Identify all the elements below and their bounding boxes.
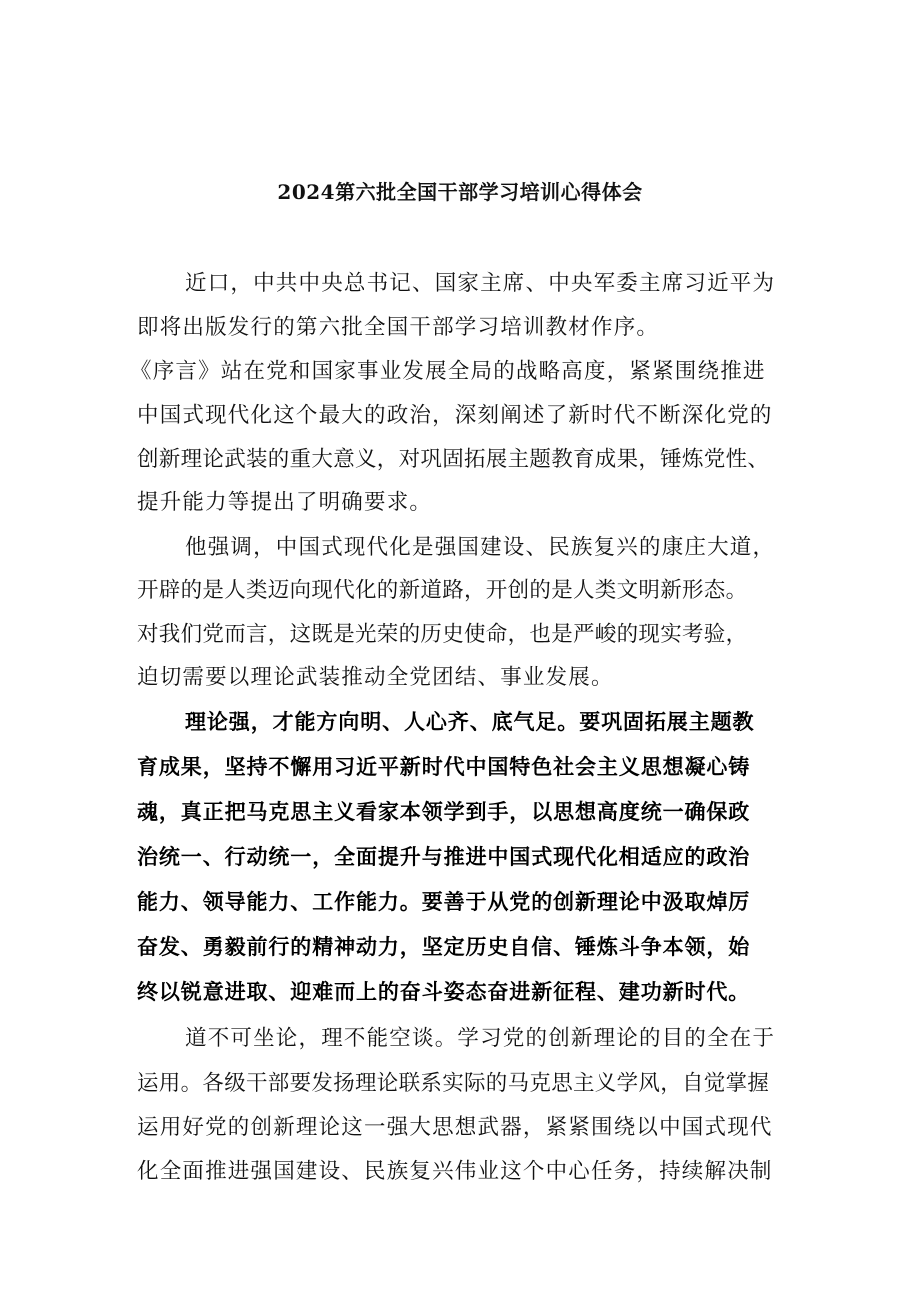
paragraph-1-line-2: 即将出版发行的第六批全国干部学习培训教材作序。 xyxy=(137,315,660,340)
paragraph-2-line-1: 《序言》站在党和国家事业发展全局的战略高度，紧紧围绕推进 xyxy=(130,359,766,384)
paragraph-5-line-2: 运用。各级干部要发扬理论联系实际的马克思主义学风，自觉掌握 xyxy=(137,1071,770,1096)
paragraph-4-line-7: 终以锐意进取、迎难而上的奋斗姿态奋进新征程、建功新时代。 xyxy=(137,980,751,1004)
paragraph-1-line-1: 近口，中共中央总书记、国家主席、中央军委主席习近平为 xyxy=(185,271,776,296)
paragraph-3-line-3: 对我们党而言，这既是光荣的历史使命，也是严峻的现实考验， xyxy=(137,622,748,647)
paragraph-5-line-1: 道不可坐论，理不能空谈。学习党的创新理论的目的全在于 xyxy=(185,1026,776,1051)
paragraph-4-line-4: 治统一、行动统一，全面提升与推进中国式现代化相适应的政治 xyxy=(137,845,751,869)
paragraph-4-line-2: 育成果，坚持不懈用习近平新时代中国特色社会主义思想凝心铸 xyxy=(137,755,751,779)
paragraph-4-line-6: 奋发、勇毅前行的精神动力，坚定历史自信、锤炼斗争本领，始 xyxy=(137,935,751,959)
paragraph-5-line-4: 化全面推进强国建设、民族复兴伟业这个中心任务，持续解决制 xyxy=(137,1159,773,1184)
paragraph-4-line-3: 魂，真正把马克思主义看家本领学到手，以思想高度统一确保政 xyxy=(137,800,751,824)
paragraph-2-line-2: 中国式现代化这个最大的政治，深刻阐述了新时代不断深化党的 xyxy=(137,403,773,428)
document-title: 2024第六批全国干部学习培训心得体会 xyxy=(277,180,643,204)
paragraph-5-line-3: 运用好党的创新理论这一强大思想武器，紧紧围绕以中国式现代 xyxy=(137,1115,773,1140)
paragraph-3-line-4: 迫切需要以理论武装推动全党团结、事业发展。 xyxy=(137,665,614,690)
paragraph-2-line-4: 提升能力等提出了明确要求。 xyxy=(137,490,433,515)
paragraph-4-line-1: 理论强，才能方向明、人心齐、底气足。要巩固拓展主题教 xyxy=(185,710,755,734)
paragraph-3-line-2: 开辟的是人类迈向现代化的新道路，开创的是人类文明新形态。 xyxy=(137,578,748,603)
paragraph-4-line-5: 能力、领导能力、工作能力。要善于从党的创新理论中汲取焯厉 xyxy=(137,890,751,914)
paragraph-2-line-3: 创新理论武装的重大意义，对巩固拓展主题教育成果，锤炼党性、 xyxy=(137,447,770,472)
paragraph-3-line-1: 他强调，中国式现代化是强国建设、民族复兴的康庄大道， xyxy=(185,535,776,560)
